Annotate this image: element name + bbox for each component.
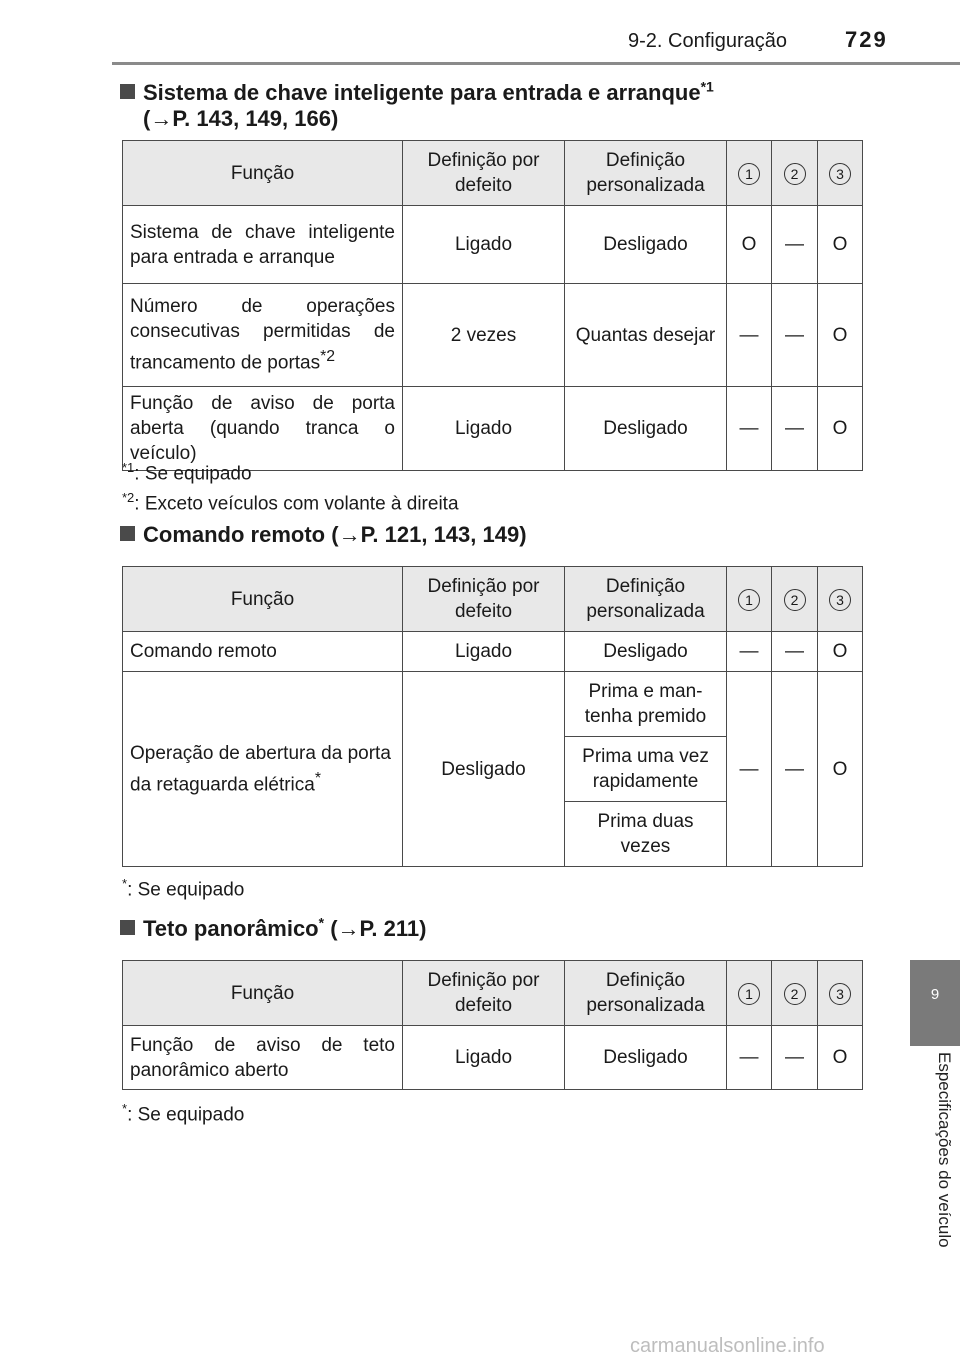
cell-method-3: O xyxy=(818,387,863,471)
cell-default: Ligado xyxy=(403,1026,565,1090)
watermark: carmanualsonline.info xyxy=(630,1335,825,1357)
cell-method-2: — xyxy=(772,284,818,387)
circled-2-icon: 2 xyxy=(784,163,806,185)
table-row xyxy=(123,206,863,284)
header-divider xyxy=(112,62,960,65)
cell-custom-option: Prima duas vezes xyxy=(565,802,727,867)
cell-custom-option: Prima e man-tenha premido xyxy=(565,672,727,737)
footnote: $^{*1}$: Se equipado xyxy=(122,460,252,485)
cell-custom: Desligado xyxy=(565,387,727,471)
square-bullet-icon xyxy=(120,920,135,935)
cell-default: Ligado xyxy=(403,387,565,471)
cell-method-3: O xyxy=(818,1026,863,1090)
col-header-function: Função xyxy=(123,141,403,206)
circled-1-icon: 1 xyxy=(738,163,760,185)
cell-method-1: — xyxy=(727,284,772,387)
cell-method-2: — xyxy=(772,387,818,471)
square-bullet-icon xyxy=(120,84,135,99)
cell-function: Operação de abertura da porta da retaguarda elétrica* xyxy=(123,672,403,867)
cell-function: Função de aviso de porta aberta (quando tranca o veículo) xyxy=(123,387,403,471)
cell-custom: Desligado xyxy=(565,632,727,672)
col-header-custom: Definição personalizada xyxy=(565,141,727,206)
chapter-tab: 9 xyxy=(910,960,960,1046)
col-header-default: Definição por defeito xyxy=(403,961,565,1026)
cell-method-1: — xyxy=(727,1026,772,1090)
col-header-default: Definição por defeito xyxy=(403,141,565,206)
circled-3-icon: 3 xyxy=(829,163,851,185)
circled-1-icon: 1 xyxy=(738,589,760,611)
settings-table-sunroof xyxy=(122,960,863,1090)
col-header-function: Função xyxy=(123,961,403,1026)
page-reference: (→P. 143, 149, 166) xyxy=(143,106,339,131)
section-heading-sunroof: Teto panorâmico* (→P. 211) xyxy=(120,916,426,942)
cell-custom: Desligado xyxy=(565,206,727,284)
cell-method-1: O xyxy=(727,206,772,284)
cell-custom-option: Prima uma vez rapidamente xyxy=(565,737,727,802)
table-header-row xyxy=(123,567,863,632)
circled-3-icon: 3 xyxy=(829,589,851,611)
col-header-custom: Definição personalizada xyxy=(565,961,727,1026)
cell-method-1: — xyxy=(727,672,772,867)
section-heading-remote: Comando remoto (→P. 121, 143, 149) xyxy=(120,522,527,548)
table-header-row xyxy=(123,141,863,206)
settings-table-smart-key xyxy=(122,140,863,471)
col-header-custom: Definição personalizada xyxy=(565,567,727,632)
table-header-row xyxy=(123,961,863,1026)
cell-method-1: — xyxy=(727,387,772,471)
settings-table-remote xyxy=(122,566,863,867)
circled-3-icon: 3 xyxy=(829,983,851,1005)
footnote: *: Se equipado xyxy=(122,876,245,901)
cell-custom: Desligado xyxy=(565,1026,727,1090)
cell-function: Número de operações consecutivas permitidas de trancamento de portas$^{*2}$ xyxy=(123,284,403,387)
cell-method-3: O xyxy=(818,632,863,672)
cell-default: 2 vezes xyxy=(403,284,565,387)
cell-method-3: O xyxy=(818,672,863,867)
footnote: *: Se equipado xyxy=(122,1101,245,1126)
cell-method-1: — xyxy=(727,632,772,672)
circled-2-icon: 2 xyxy=(784,983,806,1005)
cell-default: Ligado xyxy=(403,206,565,284)
table-row xyxy=(123,1026,863,1090)
cell-method-2: — xyxy=(772,206,818,284)
table-row xyxy=(123,672,863,737)
cell-method-3: O xyxy=(818,206,863,284)
table-row xyxy=(123,387,863,471)
cell-default: Desligado xyxy=(403,672,565,867)
cell-default: Ligado xyxy=(403,632,565,672)
table-row xyxy=(123,632,863,672)
circled-2-icon: 2 xyxy=(784,589,806,611)
cell-method-2: — xyxy=(772,632,818,672)
cell-method-3: O xyxy=(818,284,863,387)
table-row xyxy=(123,284,863,387)
col-header-default: Definição por defeito xyxy=(403,567,565,632)
cell-method-2: — xyxy=(772,1026,818,1090)
section-title: 9-2. Configuração xyxy=(628,30,787,52)
cell-custom: Quantas desejar xyxy=(565,284,727,387)
square-bullet-icon xyxy=(120,526,135,541)
circled-1-icon: 1 xyxy=(738,983,760,1005)
chapter-label: Especificações do veículo xyxy=(935,1052,954,1248)
footnote: $^{*2}$: Exceto veículos com volante à direita xyxy=(122,490,459,515)
page-number: 729 xyxy=(845,27,888,52)
cell-method-2: — xyxy=(772,672,818,867)
col-header-function: Função xyxy=(123,567,403,632)
cell-function: Função de aviso de teto panorâmico aberto xyxy=(123,1026,403,1090)
section-heading-smart-key: Sistema de chave inteligente para entrada e arranque$^{*1}$ (→P. 143, 149, 166) xyxy=(120,80,714,132)
cell-function: Sistema de chave inteligente para entrada e arranque xyxy=(123,206,403,284)
cell-function: Comando remoto xyxy=(123,632,403,672)
